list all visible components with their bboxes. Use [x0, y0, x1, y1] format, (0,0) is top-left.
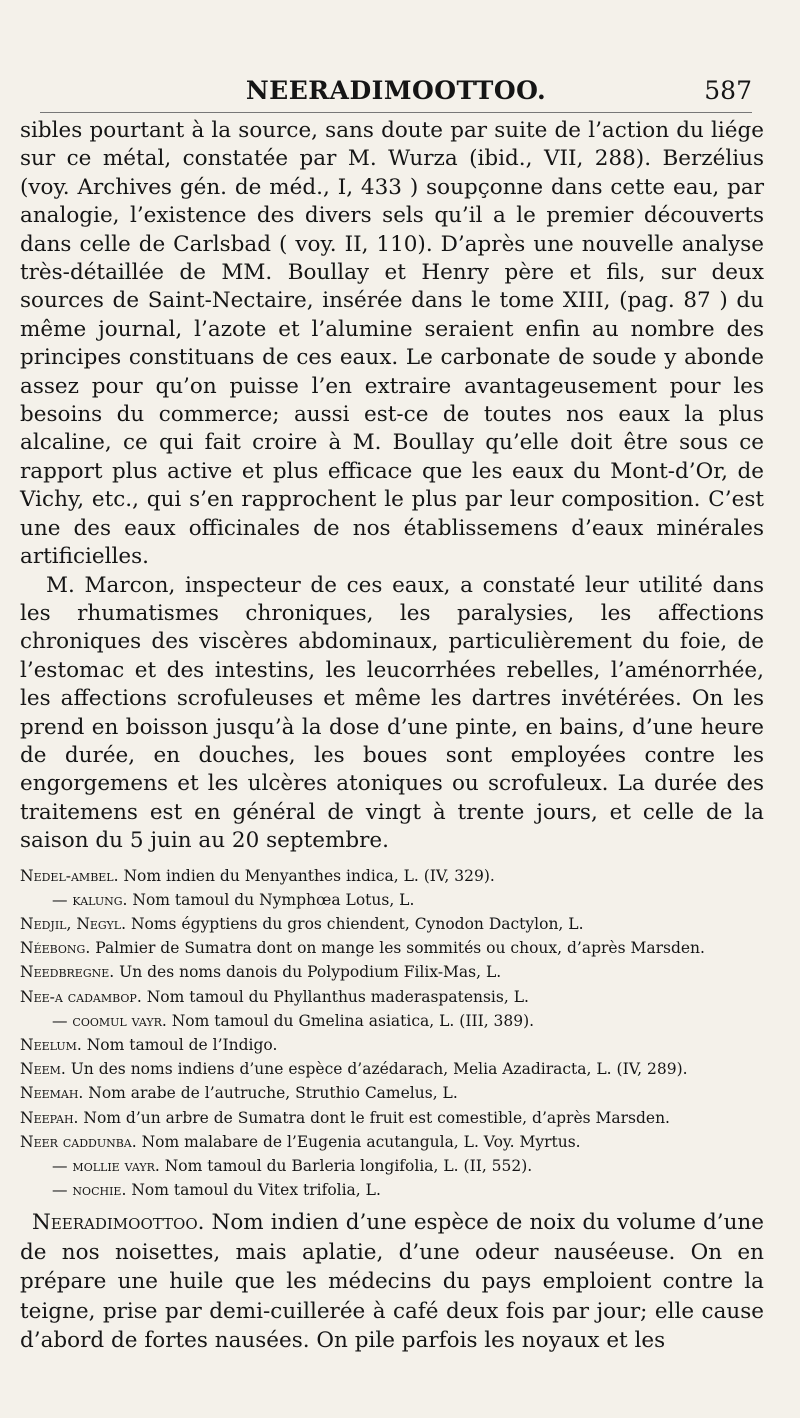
entry-definition: Noms égyptiens du gros chiendent, Cynodon Dactylon, L.	[126, 914, 584, 933]
entry-definition: Palmier de Sumatra dont on mange les sommités ou choux, d’après Marsden.	[90, 939, 705, 958]
entry-headword: Needbregne.	[20, 963, 115, 982]
main-entry-headword: Neeradimoottoo.	[32, 1210, 205, 1236]
entry-headword: Neemah.	[20, 1084, 84, 1103]
main-entry-definition: Nom indien d’une espèce de noix du volume d’une de nos noisettes, mais aplatie, d’une odeur nauséeuse. On en prépare une huile que les médecins du pays emploient contre la teigne, prise par demi-cuillerée à café deux fois par jour; elle cause d’abord de fortes nausées. On pile parfois les noyaux et les	[20, 1210, 764, 1354]
entry-headword: Neepah.	[20, 1108, 79, 1127]
dictionary-entry	[20, 1130, 764, 1154]
dictionary-entry	[20, 960, 764, 984]
entry-headword: Néebong.	[20, 939, 91, 958]
entry-headword: Nee-a cadambop.	[20, 987, 142, 1006]
dictionary-entry	[20, 1033, 764, 1057]
entry-definition: Nom indien du Menyanthes indica, L. (IV, 329).	[118, 866, 495, 885]
entry-headword: Nedjil, Negyl.	[20, 914, 127, 933]
dictionary-entry	[20, 985, 764, 1009]
entry-definition: Nom tamoul de l’Indigo.	[81, 1035, 278, 1054]
entry-headword: — mollie vayr.	[52, 1157, 160, 1175]
dictionary-entry	[20, 912, 764, 936]
paragraph-continued: sibles pourtant à la source, sans doute par suite de l’action du liége sur ce métal, constatée par M. Wurza (ibid., VII, 288). Berzélius (voy. Archives gén. de méd., I, 433 ) soupçonne dans cette eau, par analogie, l’existence des divers sels qu’il a le premier découverts dans celle de Carlsbad ( voy. II, 110). D’après une nouvelle analyse très-détaillée de MM. Boullay et Henry père et fils, sur deux sources de Saint-Nectaire, insérée dans le tome XIII, (pag. 87 ) du même journal, l’azote et l’alumine seraient enfin au nombre des principes constituans de ces eaux. Le carbonate de soude y abonde assez pour qu’on puisse l’en extraire avantageusement pour les besoins du commerce; aussi est-ce de toutes nos eaux la plus alcaline, ce qui fait croire à M. Boullay qu’elle doit être sous ce rapport plus active et plus efficace que les eaux du Mont-d’Or, de Vichy, etc., qui s’en rapprochent le plus par leur composition. C’est une des eaux officinales de nos établissemens d’eaux minérales artificielles.	[20, 118, 764, 570]
article-body	[20, 117, 764, 856]
paragraph-marcon: M. Marcon, inspecteur de ces eaux, a constaté leur utilité dans les rhumatismes chroniques, les paralysies, les affections chroniques des viscères abdominaux, particulièrement du foie, de l’estomac et des intestins, les leucorrhées rebelles, l’aménorrhée, les affections scrofuleuses et même les dartres invétérées. On les prend en boisson jusqu’à la dose d’une pinte, en bains, d’une heure de durée, en douches, les boues sont employées contre les engorgemens et les ulcères atoniques ou scrofuleux. La durée des traitemens est en général de vingt à trente jours, et celle de la saison du 5 juin au 20 septembre.	[20, 572, 764, 854]
entry-definition: Nom tamoul du Gmelina asiatica, L. (III, 389).	[166, 1011, 535, 1030]
entry-definition: Un des noms danois du Polypodium Filix-Mas, L.	[114, 963, 502, 982]
page-header	[40, 76, 752, 113]
dictionary-entry	[20, 1106, 764, 1130]
entry-definition: Un des noms indiens d’une espèce d’azédarach, Melia Azadiracta, L. (IV, 289).	[65, 1060, 688, 1079]
entry-definition: Nom arabe de l’autruche, Struthio Camelus, L.	[83, 1084, 458, 1103]
entry-headword: — coomul vayr.	[52, 1011, 167, 1030]
entry-headword: Nedel-ambel.	[20, 866, 119, 885]
running-head: NEERADIMOOTTOO.	[245, 76, 547, 105]
entry-definition: Nom d’un arbre de Sumatra dont le fruit est comestible, d’après Marsden.	[78, 1108, 670, 1127]
dictionary-entry	[20, 936, 764, 960]
dictionary-entries	[20, 864, 764, 1203]
dictionary-entry	[20, 1009, 764, 1033]
page-number: 587	[704, 76, 752, 105]
entry-definition: Nom tamoul du Phyllanthus maderaspatensis, L.	[141, 987, 529, 1006]
entry-headword: — nochie.	[52, 1181, 127, 1200]
entry-definition: Nom tamoul du Barleria longifolia, L. (II, 552).	[159, 1157, 533, 1175]
entry-headword: Neem.	[20, 1060, 66, 1079]
entry-headword: — kalung.	[52, 890, 128, 909]
entry-headword: Neer caddunba.	[20, 1132, 137, 1151]
entry-definition: Nom malabare de l’Eugenia acutangula, L. Voy. Myrtus.	[136, 1132, 581, 1151]
dictionary-entry	[20, 864, 764, 888]
dictionary-entry	[20, 1178, 764, 1202]
entry-definition: Nom tamoul du Nymphœa Lotus, L.	[127, 890, 415, 909]
dictionary-entry	[20, 1081, 764, 1105]
dictionary-entry	[20, 1057, 764, 1081]
main-entry-neeradimoottoo	[20, 1208, 764, 1356]
dictionary-entry	[20, 1154, 764, 1178]
entry-headword: Neelum.	[20, 1035, 82, 1054]
dictionary-entry	[20, 888, 764, 912]
entry-definition: Nom tamoul du Vitex trifolia, L.	[126, 1181, 381, 1200]
